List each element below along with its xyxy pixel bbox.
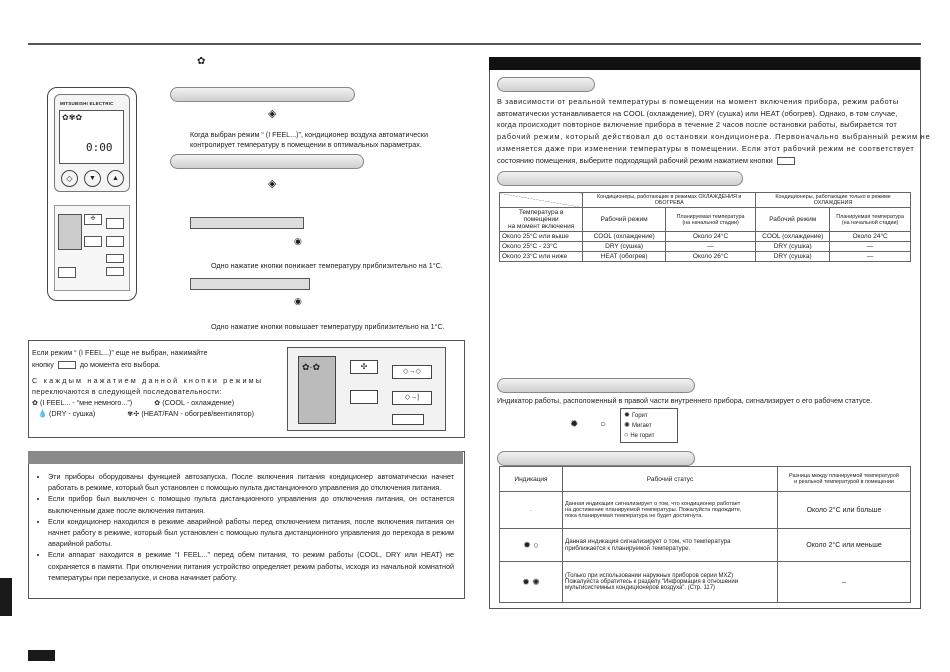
remote-closeup-illustration <box>287 347 446 431</box>
dry-mode-icon: 💧 <box>38 409 47 418</box>
indication-cell <box>500 562 563 603</box>
remote-button-small-3[interactable] <box>58 267 76 278</box>
section-heading-pill-1 <box>170 87 355 102</box>
lamp-blink-icon: ✺ <box>532 576 540 587</box>
box-line5-a: (I FEEL... - “мне немного...”) <box>40 398 133 407</box>
subheading-bar-b <box>190 278 310 290</box>
legend-blink-label: Мигает <box>632 423 652 429</box>
group1-header: Кондиционеры, работающие в режимах ОХЛАЖДЕНИЯ и ОБОГРЕВА <box>583 193 756 208</box>
col-mode-header-2: Рабочий режим <box>756 208 830 232</box>
cell-mode1: DRY (сушка) <box>583 242 666 252</box>
diff-cell: Около 2°С или больше <box>778 492 911 529</box>
section1-desc-line2: контролирует температуру в помещении в оптимальных параметрах. <box>190 140 422 149</box>
box-line3: С каждым нажатием данной кнопки режимы <box>32 376 264 385</box>
remote-timer-off-button[interactable] <box>106 218 124 229</box>
table-row <box>500 252 911 262</box>
i-feel-button-icon-2: ◈ <box>268 178 277 190</box>
intro-line: когда происходит повторное включение прибора в течение 2 часов после остановки работы, выбирается тот <box>497 120 897 130</box>
status-line: мультисистемных кондиционеров воздуха”. (Стр. 117) <box>565 585 716 591</box>
intro-line: автоматически устанавливается на COOL (охлаждение), DRY (сушка) или HEAT (обогрев). Однако, в том случае, <box>497 108 898 118</box>
status-h1: Индикация <box>500 467 563 492</box>
box-line1: Если режим “ (I FEEL...)” еще не выбран, нажимайте <box>32 348 208 357</box>
status-line: Данная индикация сигнализирует о том, что кондиционер работает <box>565 501 741 507</box>
cell-temp: Около 23°С или ниже <box>500 252 583 262</box>
table-corner <box>500 193 583 208</box>
cell-mode2: DRY (сушка) <box>756 242 830 252</box>
remote-display <box>59 110 124 164</box>
mode-button-ref-2 <box>777 157 795 165</box>
box-line4: переключаются в следующей последовательности: <box>32 387 222 396</box>
box-line6-a: (DRY - сушка) <box>48 409 96 418</box>
box-line5 <box>32 397 234 408</box>
heat-fan-mode-icon: ✾✣ <box>127 409 140 418</box>
group2-header: Кондиционеры, работающие только в режиме ОХЛАЖДЕНИЯ <box>756 193 911 208</box>
auto-restart-item: • Если кондиционер находился в режиме аварийной работы перед отключением питания, после включения питания он начнет работу в режиме, который был установлен с помощью пульта дистанционного управления до перехода в режим аварийной работы. <box>48 516 454 550</box>
cell-mode2: DRY (сушка) <box>756 252 830 262</box>
section-heading-pill-2 <box>170 154 364 169</box>
col0-header-a: Температура в помещении <box>518 209 564 223</box>
legend-off <box>624 429 655 442</box>
table-row <box>500 232 911 242</box>
cell-mode1: HEAT (обогрев) <box>583 252 666 262</box>
target-a: Планируемая температура <box>836 213 904 220</box>
diff-cell: – <box>778 562 911 603</box>
closeup-small-button <box>392 414 424 425</box>
legend-on-icon: ✹ <box>624 410 631 419</box>
i-feel-button-icon-1: ◈ <box>268 108 277 120</box>
legend-blink-icon: ✺ <box>624 420 631 429</box>
table-row <box>500 562 911 603</box>
status-cell <box>563 492 778 529</box>
status-line: (Только при использовании наружных приборов серии MXZ) <box>565 573 734 579</box>
sub-a-text: Одно нажатие кнопки понижает температуру приблизительно на 1°С. <box>211 261 443 270</box>
table-row <box>500 242 911 252</box>
intro-line: рабочий режим, который действовал до остановки кондиционера. Первоначально выбранный режим не <box>497 132 931 142</box>
cell-target1: Около 26°С <box>665 252 755 262</box>
status-h3a: Разница между планируемой температурой <box>789 473 899 479</box>
remote-fan-button[interactable]: ✣ <box>84 214 102 225</box>
box-line5-b: (COOL - охлаждение) <box>162 398 235 407</box>
remote-button-down[interactable]: ▼ <box>84 170 101 187</box>
cell-mode2: COOL (охлаждение) <box>756 232 830 242</box>
indicator-dot-icon: · <box>529 506 533 514</box>
status-h2: Рабочий статус <box>563 467 778 492</box>
right-panel-header-bar <box>489 57 920 70</box>
remote-mode-button[interactable] <box>58 214 82 250</box>
auto-restart-item: • Если аппарат находится в режиме “I FEEL...” перед обем питания, то режим работы (COOL, DRY или HEAT) не сохраняется в памяти. При отключении питания устройство определяет режим работы, исходя из начальной комнатной температуры при перезапуске, и снова начинает работу. <box>48 549 454 583</box>
cell-target2: Около 24°С <box>830 232 911 242</box>
page-number-block <box>28 650 55 661</box>
indicator-text: Индикатор работы, расположенный в правой части внутреннего прибора, сигнализирует о его рабочем статусе. <box>497 396 873 405</box>
top-rule <box>28 43 921 45</box>
box-line6-b: (HEAT/FAN - обогрев/вентилятор) <box>141 409 254 418</box>
remote-button-small-1[interactable] <box>106 254 124 263</box>
lamp-off-icon: ○ <box>600 419 607 430</box>
box-line2 <box>32 359 161 370</box>
lamp-legend <box>620 408 678 443</box>
box-line2-a: кнопку <box>32 360 54 369</box>
intro-line: изменяется даже при изменении температуры в помещении. Если этот рабочий режим не соответствует <box>497 143 915 153</box>
table-row <box>500 492 911 529</box>
remote-brand: MITSUBISHI ELECTRIC <box>60 101 114 106</box>
intro-line-last <box>497 155 912 167</box>
closeup-timer-off: ◇→◇ <box>392 365 432 379</box>
closeup-fan-button: ✣ <box>350 360 378 374</box>
temp-down-icon: ◉ <box>294 236 302 246</box>
closeup-vane-button <box>350 390 378 404</box>
indicator-heading-pill <box>497 378 695 393</box>
intro-line: состоянию помещения, выберите подходящий рабочий режим нажатием кнопки <box>497 155 773 165</box>
col0-header <box>500 208 583 232</box>
status-line: приближается к планируемой температуре. <box>565 545 691 552</box>
auto-mode-intro <box>497 96 931 166</box>
box-line6 <box>38 408 254 419</box>
lamp-on-icon: ✹ <box>522 576 530 587</box>
legend-off-label: Не горит <box>630 433 655 439</box>
closeup-timer-on: ◇→| <box>392 391 432 405</box>
i-feel-mode-icon: ✿ <box>32 398 39 407</box>
status-line: Пожалуйста обратитесь к разделу “Информация в отношении <box>565 579 739 585</box>
box-line2-b: до момента его выбора. <box>79 360 161 369</box>
diff-cell: Около 2°С или меньше <box>778 529 911 562</box>
target-a: Планируемая температура <box>676 213 745 220</box>
auto-restart-item: • Если прибор был выключен с помощью пульта дистанционного управления до отключения питания, он останется выключенным даже после включения питания. <box>48 493 454 515</box>
status-line: Данная индикация сигнализирует о том, что температура <box>565 538 731 545</box>
remote-timer-on-button[interactable] <box>106 236 124 247</box>
status-cell <box>563 562 778 603</box>
intro-line: В зависимости от реальной температуры в помещении на момент включения прибора, режим работы <box>497 97 899 106</box>
mode-icons: ✿✾✿ <box>62 113 83 122</box>
mode-table-heading-pill <box>497 171 743 186</box>
sub-b-text: Одно нажатие кнопки повышает температуру приблизительно на 1°С. <box>211 322 445 331</box>
auto-restart-list <box>34 471 454 583</box>
status-line: пока планируемая температура не будет достигнута. <box>565 513 703 519</box>
status-h3b: и реальной температурой в помещении <box>794 479 894 485</box>
status-h3 <box>778 467 911 492</box>
cell-target1: Около 24°С <box>665 232 755 242</box>
closeup-mode-icons: ✿·✿ <box>302 362 321 372</box>
remote-button-round-1[interactable]: ◇ <box>61 170 78 187</box>
language-tab <box>0 578 12 616</box>
section1-desc-line1: Когда выбран режим “ (I FEEL...)”, кондиционер воздуха автоматически <box>190 130 428 139</box>
target-b: (на начальной стадии) <box>682 219 739 226</box>
indication-cell <box>500 529 563 562</box>
col-target-header-1 <box>665 208 755 232</box>
indication-cell <box>500 492 563 529</box>
col0-header-b: на момент включения <box>508 223 575 230</box>
mode-button-ref <box>58 361 76 369</box>
remote-control-illustration <box>47 87 137 301</box>
legend-off-icon: ○ <box>624 430 629 439</box>
display-time: 0:00 <box>86 141 113 154</box>
lamp-on-icon: ✹ <box>570 419 579 430</box>
status-table <box>499 466 911 603</box>
target-b: (на начальной стадии) <box>841 219 899 226</box>
cell-mode1: COOL (охлаждение) <box>583 232 666 242</box>
remote-button-small-2[interactable] <box>106 267 124 276</box>
status-line: на достижение планируемой температуры. Пожалуйста подождите, <box>565 507 742 513</box>
lamp-off-icon: ○ <box>533 539 539 550</box>
i-feel-icon: ✿ <box>197 56 206 67</box>
legend-on-label: Горит <box>632 413 648 419</box>
cell-target1: — <box>665 242 755 252</box>
auto-restart-item: • Эти приборы оборудованы функцией автозапуска. После включения питания кондиционер автоматически начнет работать в режиме, который был установлен с помощью пульта дистанционного управления до отключения питания. <box>48 471 454 493</box>
auto-restart-header-bar <box>28 451 463 464</box>
cool-mode-icon: ✿ <box>154 398 161 407</box>
remote-vane-button[interactable] <box>84 236 102 247</box>
cell-temp: Около 25°С или выше <box>500 232 583 242</box>
mode-selection-table <box>499 192 911 262</box>
col-target-header-2 <box>830 208 911 232</box>
subheading-bar-a <box>190 217 304 229</box>
temp-up-icon: ◉ <box>294 296 302 306</box>
lamp-on-icon: ✹ <box>523 539 531 550</box>
auto-mode-heading-pill <box>497 77 595 92</box>
cell-temp: Около 25°С - 23°С <box>500 242 583 252</box>
table-row <box>500 529 911 562</box>
cell-target2: — <box>830 252 911 262</box>
col-mode-header-1: Рабочий режим <box>583 208 666 232</box>
status-table-heading-pill <box>497 451 695 466</box>
cell-target2: — <box>830 242 911 252</box>
status-cell <box>563 529 778 562</box>
remote-button-up[interactable]: ▲ <box>107 170 124 187</box>
